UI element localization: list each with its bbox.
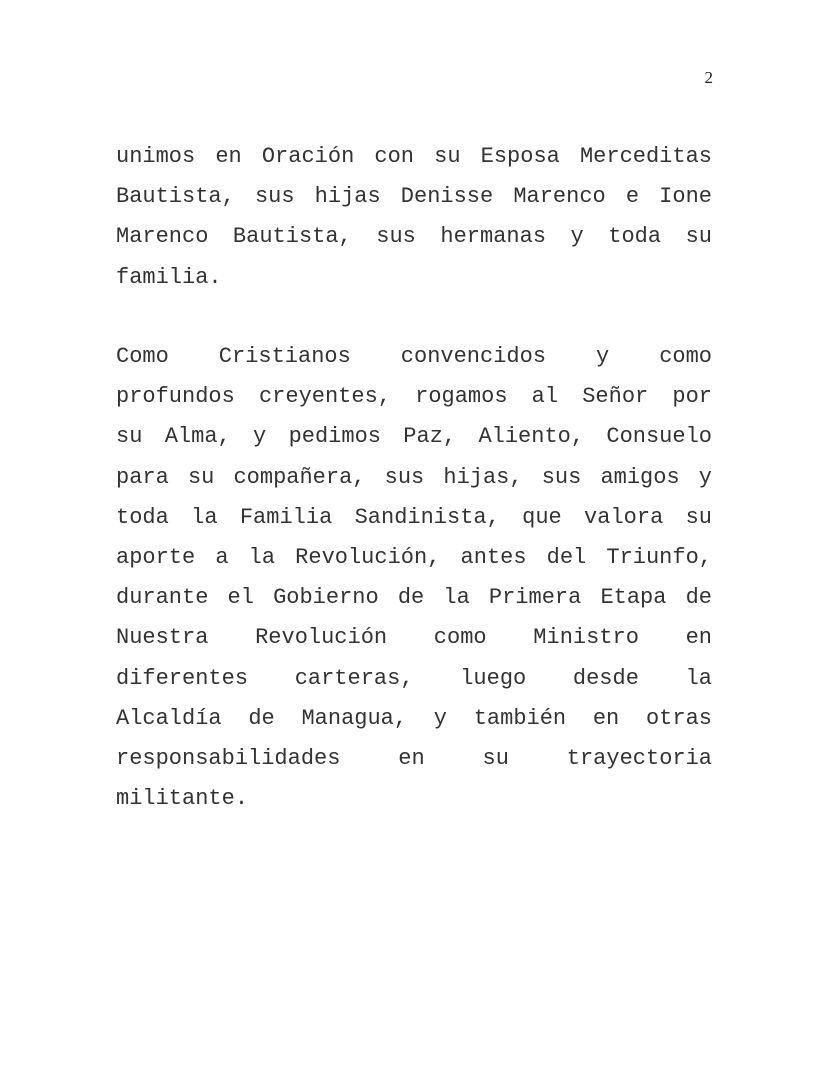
text-line: Bautista, sus hijas Denisse Marenco e Ione [116,184,712,210]
text-line: toda la Familia Sandinista, que valora su [116,504,712,530]
paragraph-2 [116,337,712,819]
text-line: durante el Gobierno de la Primera Etapa de [116,585,712,611]
text-line: Nuestra Revolución como Ministro en [116,625,712,651]
text-line: aporte a la Revolución, antes del Triunfo, [116,545,712,571]
page-number: 2 [704,68,713,87]
text-line: Marenco Bautista, sus hermanas y toda su [116,224,712,250]
text-line: familia. [116,264,222,290]
text-line: diferentes carteras, luego desde la [116,665,712,691]
text-line: para su compañera, sus hijas, sus amigos y [116,464,712,490]
text-line: responsabilidades en su trayectoria [116,746,712,772]
text-line: militante. [116,786,249,812]
paragraph-1 [116,137,712,298]
text-line: Como Cristianos convencidos y como [116,344,712,369]
text-line: su Alma, y pedimos Paz, Aliento, Consuelo [116,424,712,450]
text-line: unimos en Oración con su Esposa Merceditas [116,144,712,169]
text-line: profundos creyentes, rogamos al Señor por [116,384,712,410]
text-line: Alcaldía de Managua, y también en otras [116,705,712,731]
